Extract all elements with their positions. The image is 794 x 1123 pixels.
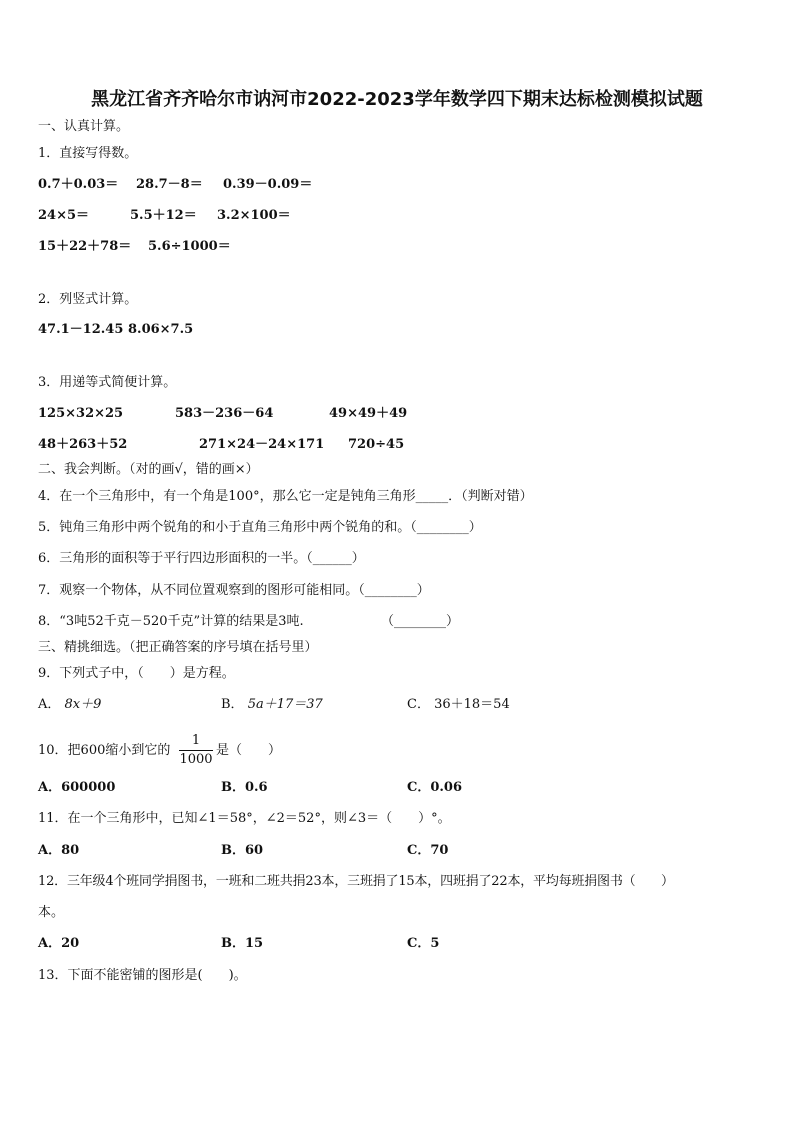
- q10-fraction: [179, 733, 213, 768]
- question-11-stem: 11．在一个三角形中，已知∠1＝58°，∠2＝52°，则∠3＝（ ）°。: [38, 811, 451, 826]
- q1-item: 5.6÷1000＝: [148, 239, 231, 254]
- q12-option-c: C．5: [407, 936, 440, 951]
- option-expr: 5a＋17＝37: [247, 697, 323, 712]
- q3-item: 48＋263＋52: [38, 437, 128, 452]
- q11-option-c: C．70: [407, 843, 449, 858]
- option-label: A．: [38, 697, 61, 712]
- q1-item: 24×5＝: [38, 208, 90, 223]
- question-3-heading: 3．用递等式简便计算。: [38, 375, 177, 390]
- q10-option-c: C．0.06: [407, 780, 463, 795]
- q1-item: 3.2×100＝: [217, 208, 291, 223]
- fraction-bar: [179, 750, 213, 751]
- section-heading-2: 二、我会判断。（对的画√，错的画×）: [38, 462, 259, 477]
- section-heading-3: 三、精挑细选。（把正确答案的序号填在括号里）: [38, 640, 318, 655]
- q11-option-a: A．80: [38, 843, 80, 858]
- q9-option-c: [407, 697, 510, 713]
- q12-option-b: B．15: [221, 936, 264, 951]
- q9-option-b: [221, 697, 323, 713]
- q12-option-a: A．20: [38, 936, 80, 951]
- question-6: 6．三角形的面积等于平行四边形面积的一半。（______）: [38, 551, 365, 566]
- question-12-stem-line1: 12．三年级4个班同学捐图书，一班和二班共捐23本，三班捐了15本，四班捐了22本，平均每班捐图书（ ）: [38, 874, 674, 889]
- option-label: C．: [407, 697, 430, 712]
- question-12-stem-line2: 本。: [38, 905, 65, 920]
- question-2-heading: 2．列竖式计算。: [38, 292, 138, 307]
- question-8-blank: （________）: [381, 614, 460, 629]
- option-expr: 36＋18＝54: [434, 697, 510, 712]
- fraction-numerator: 1: [191, 733, 201, 748]
- question-8: 8．“3吨52千克－520千克”计算的结果是3吨.: [38, 614, 304, 629]
- question-10-stem-after: 是（ ）: [216, 743, 282, 758]
- option-expr: 8x＋9: [64, 697, 102, 712]
- q10-option-b: B．0.6: [221, 780, 268, 795]
- q11-option-b: B．60: [221, 843, 264, 858]
- fraction-denominator: 1000: [179, 752, 213, 767]
- question-7: 7．观察一个物体，从不同位置观察到的图形可能相同。（________）: [38, 583, 430, 598]
- question-9-stem: 9．下列式子中，（ ）是方程。: [38, 666, 235, 681]
- question-4: 4．在一个三角形中，有一个角是100°，那么它一定是钝角三角形_____．（判断对错）: [38, 489, 533, 504]
- q1-item: 28.7－8＝: [136, 177, 203, 192]
- q9-option-a: [38, 697, 101, 713]
- q1-item: 0.39－0.09＝: [223, 177, 313, 192]
- q1-item: 0.7＋0.03＝: [38, 177, 119, 192]
- q1-item: 5.5＋12＝: [130, 208, 197, 223]
- q3-item: 583－236－64: [175, 406, 274, 421]
- q2-item: 47.1－12.45: [38, 322, 124, 337]
- q1-item: 15＋22＋78＝: [38, 239, 132, 254]
- question-10-stem-before: 10．把600缩小到它的: [38, 743, 171, 758]
- q10-option-a: A．600000: [38, 780, 116, 795]
- question-1-heading: 1．直接写得数。: [38, 146, 138, 161]
- question-5: 5．钝角三角形中两个锐角的和小于直角三角形中两个锐角的和。（________）: [38, 520, 482, 535]
- page-title: 黑龙江省齐齐哈尔市讷河市2022-2023学年数学四下期末达标检测模拟试题: [91, 89, 703, 110]
- q2-item: 8.06×7.5: [128, 322, 194, 337]
- section-heading-1: 一、认真计算。: [38, 119, 130, 134]
- q3-item: 271×24－24×171: [199, 437, 325, 452]
- question-13-stem: 13．下面不能密铺的图形是( )。: [38, 968, 247, 983]
- option-label: B．: [221, 697, 244, 712]
- q3-item: 125×32×25: [38, 406, 124, 421]
- q3-item: 49×49＋49: [329, 406, 408, 421]
- q3-item: 720÷45: [348, 437, 405, 452]
